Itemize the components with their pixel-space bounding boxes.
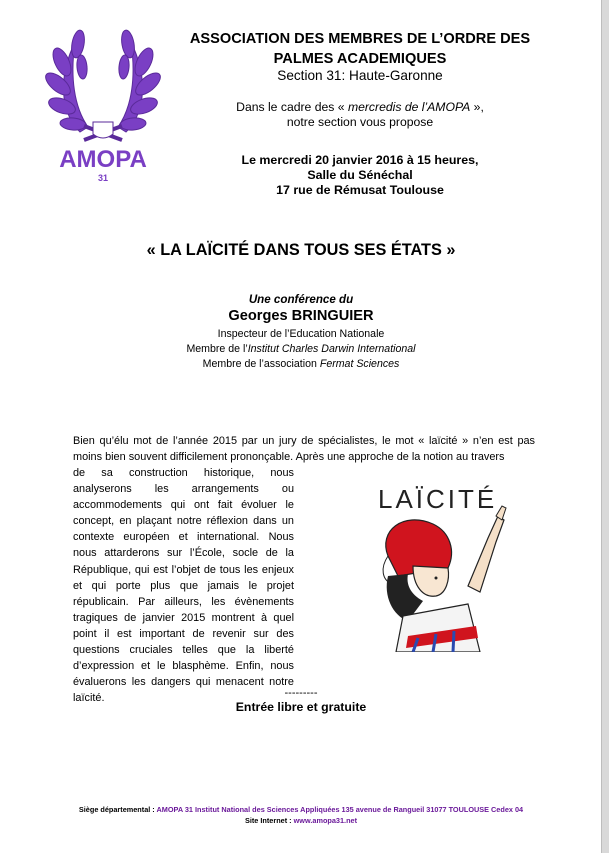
cadre-prefix: Dans le cadre des « [236,100,348,114]
footer-address-line [0,804,602,815]
event-details [166,153,554,198]
role-2-italic: Institut Charles Darwin International [247,343,416,355]
illustration-word: LAÏCITÉ [378,484,498,514]
speaker-role-2 [0,342,602,357]
body-paragraph-1: Bien qu’élu mot de l’année 2015 par un jury de spécialistes, le mot « laïcité » n’en est pas moins bien souvent difficilement prononçable. Après une approche de la notion au travers [73,435,535,464]
role-3-prefix: Membre de l’association [202,358,320,370]
footer-site-line [0,815,602,826]
cadre-italic: mercredis de l’AMOPA [347,100,471,114]
cadre-line-1 [166,100,554,115]
footer-site-link[interactable]: www.amopa31.net [293,816,358,825]
footer-label: Siège départemental : [78,805,157,814]
speaker-role-1: Inspecteur de l’Education Nationale [217,328,385,340]
role-3-italic: Fermat Sciences [319,358,400,370]
logo-text: AMOPA [59,146,147,173]
speaker-name: Georges BRINGUIER [228,308,374,324]
event-address: 17 rue de Rémusat Toulouse [276,183,444,197]
event-venue: Salle du Sénéchal [307,168,413,182]
cadre-text [166,100,554,130]
cadre-suffix: », [470,100,484,114]
speaker-role-3 [0,357,602,372]
association-name [166,29,554,69]
conference-title: « LA LAÏCITÉ DANS TOUS SES ÉTATS » [146,241,456,259]
footer-address: AMOPA 31 Institut National des Sciences Appliquées 135 avenue de Rangueil 31077 TOULOUSE Cedex 04 [156,805,524,814]
footer-site-label: Site Internet : [244,816,294,825]
marianne-drawing-icon [383,506,506,652]
speaker-roles [0,327,602,372]
separator-dashes: --------- [284,687,318,699]
entry-notice: Entrée libre et gratuite [235,700,367,714]
role-2-prefix: Membre de l’ [186,343,248,355]
logo-number: 31 [97,173,109,183]
amopa-logo [40,22,166,187]
cadre-line-2: notre section vous propose [286,115,434,129]
footer [0,804,602,826]
section-name: Section 31: Haute-Garonne [277,68,443,83]
palm-wreath-icon [42,29,164,140]
association-line-1: ASSOCIATION DES MEMBRES DE L’ORDRE DES [189,31,531,47]
event-date: Le mercredi 20 janvier 2016 à 15 heures, [241,153,479,167]
body-paragraph-2: de sa construction historique, nous analyserons les arrangements ou accommodements qui ont fait évoluer le concept, en plaçant notre réflexion dans un contexte européen et international. Nous nous attarderons sur l’École, socle de la République, qui est l’objet de tous les enjeux et qui porte plus que jamais le projet républicain. Par ailleurs, les évènements tragiques de janvier 2015 montrent à quel point il est important de revenir sur des questions cruciales telles que la liberté d’expression et le blasphème. Enfin, nous évaluerons les dangers qui menacent notre laïcité. [73,467,294,705]
conference-intro: Une conférence du [248,293,354,306]
association-line-2: PALMES ACADEMIQUES [273,51,447,67]
laicite-illustration [368,476,528,652]
